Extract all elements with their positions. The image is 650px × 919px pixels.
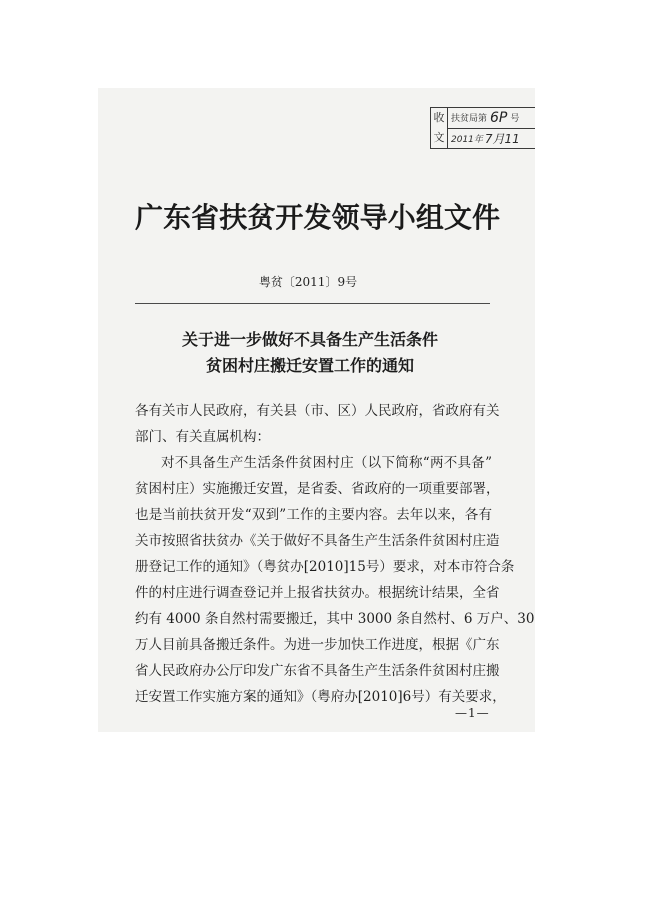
- document-title: 广东省扶贫开发领导小组文件: [135, 201, 500, 234]
- stamp-body: [448, 108, 535, 148]
- body-line: 对不具备生产生活条件贫困村庄（以下简称“两不具备”: [161, 455, 492, 471]
- body-line: 关市按照省扶贫办《关于做好不具备生产生活条件贫困村庄造: [135, 533, 500, 549]
- body-line: 迁安置工作实施方案的通知》（粤府办[2010]6号）有关要求，: [135, 689, 506, 705]
- stamp-row-number: [448, 108, 535, 128]
- stamp-year: 2011年: [451, 134, 483, 145]
- stamp-number-suffix: 号: [510, 114, 520, 125]
- notice-title-line-1: 关于进一步做好不具备生产生活条件: [181, 330, 438, 349]
- body-line: 各有关市人民政府，有关县（市、区）人民政府，省政府有关: [135, 403, 500, 419]
- body-line: 贫困村庄）实施搬迁安置，是省委、省政府的一项重要部署，: [135, 481, 500, 497]
- body-line: 省人民政府办公厅印发广东省不具备生产生活条件贫困村庄搬: [135, 663, 500, 679]
- stamp-date: 7月11: [484, 131, 520, 146]
- body-line: 也是当前扶贫开发“双到”工作的主要内容。去年以来，各有: [135, 507, 492, 523]
- body-line: 约有 4000 条自然村需要搬迁，其中 3000 条自然村、6 万户、30: [135, 611, 535, 627]
- receipt-stamp: [430, 107, 535, 149]
- page-number: —1—: [455, 706, 490, 720]
- stamp-label-column: [431, 108, 448, 148]
- body-line: 万人目前具备搬迁条件。为进一步加快工作进度，根据《广东: [135, 637, 500, 653]
- scanned-page: [98, 88, 535, 732]
- stamp-label-top: 收: [433, 111, 445, 124]
- stamp-number: 6P: [490, 109, 508, 126]
- stamp-row-date: [448, 128, 535, 149]
- document-number: 粤贫〔2011〕9号: [258, 275, 358, 289]
- body-line: 册登记工作的通知》（粤贫办[2010]15号）要求，对本市符合条: [135, 559, 515, 575]
- body-line: 部门、有关直属机构：: [135, 429, 270, 445]
- stamp-office: 扶贫局第: [451, 114, 488, 125]
- body-line: 件的村庄进行调查登记并上报省扶贫办。根据统计结果，全省: [135, 585, 500, 601]
- stamp-label-bottom: 文: [433, 131, 445, 144]
- body-text: [135, 398, 535, 710]
- notice-title-line-2: 贫困村庄搬迁安置工作的通知: [205, 356, 414, 375]
- header-divider: [135, 303, 490, 304]
